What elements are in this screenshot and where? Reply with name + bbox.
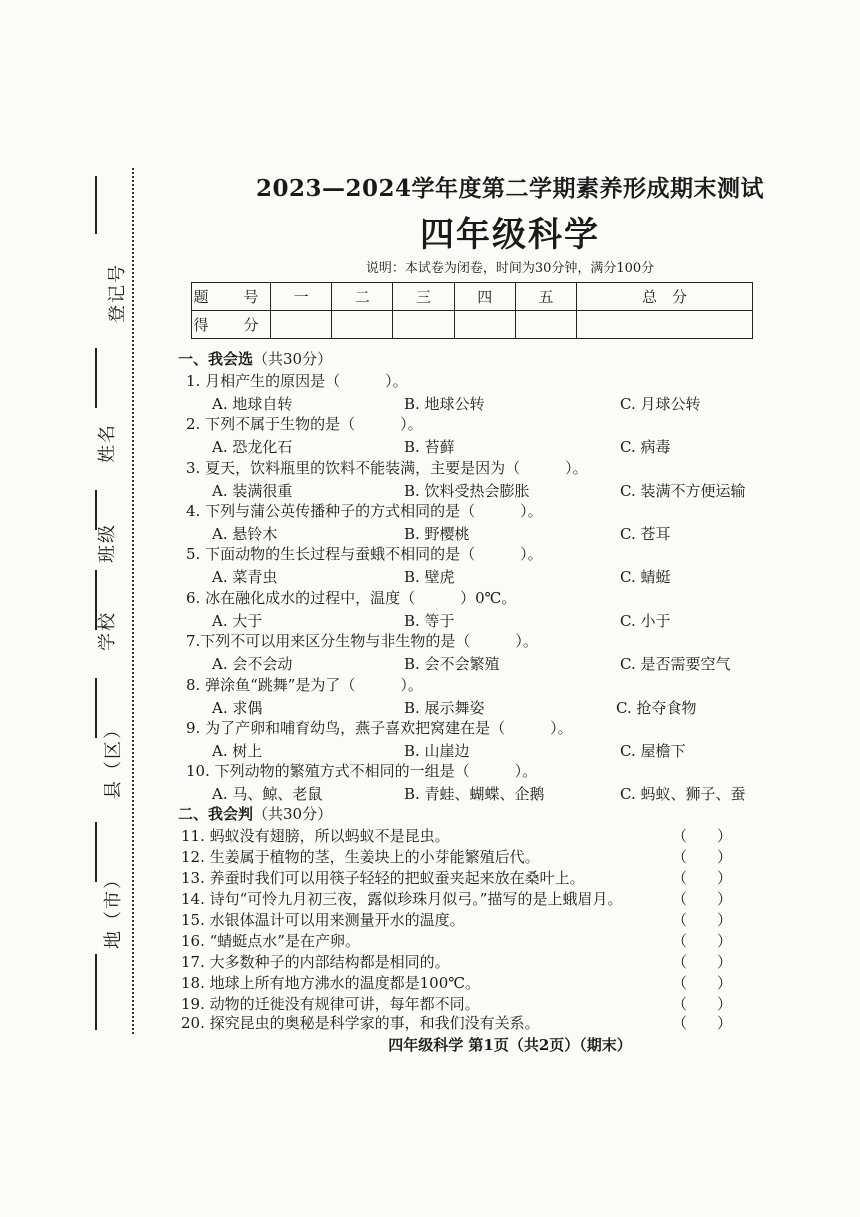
answer-parens[interactable]	[672, 867, 732, 888]
name-label: 姓名	[97, 423, 118, 463]
paren-close: ）	[716, 953, 732, 971]
county-blank	[95, 678, 97, 738]
choice-question: 3. 夏天，饮料瓶里的饮料不能装满，主要是因为（ ）。	[186, 459, 588, 477]
judge-question: 16. “蜻蜓点水”是在产卵。	[181, 932, 360, 950]
choice-question: 10. 下列动物的繁殖方式不相同的一组是（ ）。	[186, 762, 538, 780]
name-blank	[95, 348, 97, 408]
choice-option[interactable]: A. 树上	[212, 742, 263, 760]
judge-question: 15. 水银体温计可以用来测量开水的温度。	[181, 911, 465, 929]
judge-question: 20. 探究昆虫的奥秘是科学家的事，和我们没有关系。	[181, 1014, 540, 1032]
school-label: 学校	[97, 611, 118, 651]
choice-option[interactable]: A. 大于	[212, 612, 263, 630]
score-cell: 五	[515, 283, 576, 311]
choice-option[interactable]: B. 等于	[404, 612, 455, 630]
choice-option[interactable]: A. 恐龙化石	[212, 438, 293, 456]
section-1-heading	[178, 348, 332, 369]
choice-option[interactable]: A. 菜青虫	[212, 568, 278, 586]
exam-title: 2023—2024学年度第二学期素养形成期末测试	[255, 175, 765, 202]
judge-question: 12. 生姜属于植物的茎，生姜块上的小芽能繁殖后代。	[181, 848, 540, 866]
score-cell: 四	[454, 283, 515, 311]
choice-option[interactable]: C. 病毒	[620, 438, 671, 456]
choice-question: 5. 下面动物的生长过程与蚕蛾不相同的是（ ）。	[186, 545, 543, 563]
choice-question: 4. 下列与蒲公英传播种子的方式相同的是（ ）。	[186, 502, 543, 520]
paren-close: ）	[716, 911, 732, 929]
judge-question: 11. 蚂蚁没有翅膀，所以蚂蚁不是昆虫。	[181, 827, 450, 845]
registration-label: 登记号	[107, 263, 128, 323]
score-input-cell[interactable]	[577, 311, 753, 339]
score-cell: 三	[393, 283, 454, 311]
dotted-cut-line	[132, 168, 134, 1034]
paren-close: ）	[716, 932, 732, 950]
score-cell: 一	[271, 283, 332, 311]
choice-option[interactable]: A. 地球自转	[212, 395, 293, 413]
choice-question: 6. 冰在融化成水的过程中，温度（ ）0℃。	[186, 589, 517, 607]
score-input-cell[interactable]	[332, 311, 393, 339]
choice-option[interactable]: B. 苔藓	[404, 438, 455, 456]
choice-option[interactable]: A. 装满很重	[212, 482, 293, 500]
choice-option[interactable]: B. 壁虎	[404, 568, 455, 586]
choice-question: 1. 月相产生的原因是（ ）。	[186, 372, 408, 390]
exam-note: 说明：本试卷为闭卷，时间为30分钟，满分100分	[365, 261, 655, 276]
choice-option[interactable]: A. 求偶	[212, 699, 263, 717]
paren-open: （	[672, 848, 688, 866]
answer-parens[interactable]	[672, 972, 732, 993]
score-input-cell[interactable]	[271, 311, 332, 339]
section-2-points: （共30分）	[253, 805, 333, 823]
class-label: 班级	[97, 523, 118, 563]
answer-parens[interactable]	[672, 846, 732, 867]
page-footer: 四年级科学 第1页（共2页）（期末）	[388, 1036, 632, 1054]
choice-option[interactable]: B. 展示舞姿	[404, 699, 485, 717]
answer-parens[interactable]	[672, 930, 732, 951]
paren-close: ）	[716, 827, 732, 845]
exam-subtitle: 四年级科学	[420, 215, 600, 255]
binding-margin	[82, 168, 134, 1034]
county-label: 县（区）	[103, 719, 124, 799]
answer-parens[interactable]	[672, 909, 732, 930]
score-table	[191, 282, 753, 339]
score-cell: 总 分	[577, 283, 753, 311]
section-1-points: （共30分）	[253, 350, 333, 368]
choice-option[interactable]: C. 是否需要空气	[620, 655, 731, 673]
score-table-header-row	[192, 283, 753, 311]
city-blank-bottom	[95, 954, 97, 1030]
choice-option[interactable]: B. 野樱桃	[404, 525, 470, 543]
choice-option[interactable]: C. 抢夺食物	[616, 699, 697, 717]
choice-option[interactable]: A. 马、鲸、老鼠	[212, 785, 323, 803]
choice-option[interactable]: B. 饮料受热会膨胀	[404, 482, 530, 500]
judge-question: 17. 大多数种子的内部结构都是相同的。	[181, 953, 450, 971]
choice-option[interactable]: C. 苍耳	[620, 525, 671, 543]
choice-option[interactable]: A. 悬铃木	[212, 525, 278, 543]
paren-close: ）	[716, 974, 732, 992]
city-blank	[95, 822, 97, 882]
choice-question: 7.下列不可以用来区分生物与非生物的是（ ）。	[186, 632, 538, 650]
answer-parens[interactable]	[672, 888, 732, 909]
answer-parens[interactable]	[672, 1012, 732, 1033]
choice-question: 9. 为了产卵和哺育幼鸟，燕子喜欢把窝建在是（ ）。	[186, 719, 573, 737]
choice-option[interactable]: C. 小于	[620, 612, 671, 630]
paren-open: （	[672, 827, 688, 845]
paren-close: ）	[716, 848, 732, 866]
paren-close: ）	[716, 1014, 732, 1032]
choice-option[interactable]: C. 月球公转	[620, 395, 701, 413]
registration-blank	[95, 176, 97, 234]
choice-option[interactable]: A. 会不会动	[212, 655, 293, 673]
paren-open: （	[672, 995, 688, 1013]
paren-open: （	[672, 932, 688, 950]
paren-open: （	[672, 890, 688, 908]
paren-open: （	[672, 911, 688, 929]
answer-parens[interactable]	[672, 825, 732, 846]
paren-close: ）	[716, 995, 732, 1013]
score-table-score-row	[192, 311, 753, 339]
score-cell: 题 号	[192, 283, 271, 311]
city-label: 地（市）	[103, 869, 124, 949]
choice-option[interactable]: B. 青蛙、蝴蝶、企鹅	[404, 785, 545, 803]
choice-option[interactable]: C. 屋檐下	[620, 742, 686, 760]
judge-question: 18. 地球上所有地方沸水的温度都是100℃。	[181, 974, 481, 992]
choice-option[interactable]: C. 蜻蜓	[620, 568, 671, 586]
choice-question: 8. 弹涂鱼“跳舞”是为了（ ）。	[186, 676, 423, 694]
paren-close: ）	[716, 890, 732, 908]
score-input-cell[interactable]	[393, 311, 454, 339]
judge-question: 19. 动物的迁徙没有规律可讲，每年都不同。	[181, 995, 480, 1013]
answer-parens[interactable]	[672, 951, 732, 972]
score-input-cell[interactable]	[454, 311, 515, 339]
section-1-title: 一、我会选	[178, 350, 254, 368]
answer-parens[interactable]	[672, 993, 732, 1014]
judge-question: 13. 养蚕时我们可以用筷子轻轻的把蚁蚕夹起来放在桑叶上。	[181, 869, 585, 887]
choice-option[interactable]: B. 地球公转	[404, 395, 485, 413]
section-2-title: 二、我会判	[178, 805, 254, 823]
score-cell: 二	[332, 283, 393, 311]
choice-option[interactable]: C. 装满不方便运输	[620, 482, 746, 500]
section-2-heading	[178, 803, 332, 824]
judge-question: 14. 诗句“可怜九月初三夜，露似珍珠月似弓。”描写的是上蛾眉月。	[181, 890, 623, 908]
paren-open: （	[672, 953, 688, 971]
paren-close: ）	[716, 869, 732, 887]
choice-option[interactable]: B. 会不会繁殖	[404, 655, 500, 673]
choice-question: 2. 下列不属于生物的是（ ）。	[186, 415, 423, 433]
score-input-cell[interactable]	[515, 311, 576, 339]
paren-open: （	[672, 1014, 688, 1032]
choice-option[interactable]: B. 山崖边	[404, 742, 470, 760]
choice-option[interactable]: C. 蚂蚁、狮子、蚕	[620, 785, 746, 803]
paren-open: （	[672, 974, 688, 992]
score-cell: 得 分	[192, 311, 271, 339]
paren-open: （	[672, 869, 688, 887]
